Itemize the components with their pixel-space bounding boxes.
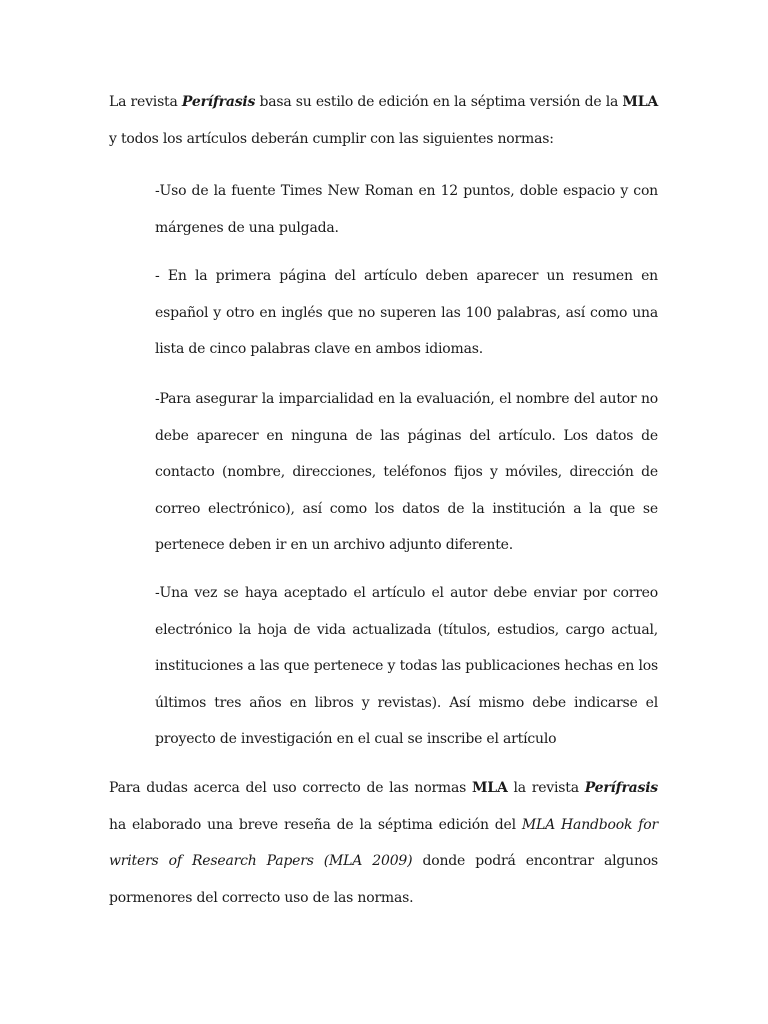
closing-text-1: Para dudas acerca del uso correcto de las normas (109, 780, 472, 796)
journal-name: Perífrasis (181, 94, 256, 110)
closing-paragraph (109, 770, 658, 916)
intro-text-1: La revista (109, 94, 182, 110)
rule-item: -Uso de la fuente Times New Roman en 12 puntos, doble espacio y con márgenes de una pulgada. (155, 183, 658, 236)
handbook-title: MLA Handbook for writers of Research Papers (MLA 2009) (109, 816, 658, 869)
closing-text-4: donde podrá encontrar algunos pormenores del correcto uso de las normas. (109, 853, 658, 906)
rule-item: -Para asegurar la imparcialidad en la evaluación, el nombre del autor no debe aparecer en ninguna de las páginas del artículo. Los datos de contacto (nombre, direcciones, teléfonos fijos y móviles, dirección de correo electrónico), así como los datos de la institución a la que se pertenece deben ir en un archivo adjunto diferente. (155, 391, 658, 553)
rule-item: - En la primera página del artículo deben aparecer un resumen en español y otro en inglés que no superen las 100 palabras, así como una lista de cinco palabras clave en ambos idiomas. (155, 268, 658, 357)
intro-paragraph (109, 84, 658, 157)
mla-acronym: MLA (622, 94, 658, 110)
journal-name: Perífrasis (584, 780, 658, 796)
closing-text-3: ha elaborado una breve reseña de la séptima edición del (109, 816, 522, 833)
intro-text-3: y todos los artículos deberán cumplir con las siguientes normas: (109, 130, 554, 147)
intro-text-2: basa su estilo de edición en la séptima versión de la (255, 94, 623, 110)
mla-acronym: MLA (472, 780, 508, 796)
closing-text-2: la revista (507, 780, 585, 796)
rule-item: -Una vez se haya aceptado el artículo el autor debe enviar por correo electrónico la hoja de vida actualizada (títulos, estudios, cargo actual, instituciones a las que pertenece y todas las publicaciones hechas en los últimos tres años en libros y revistas). Así mismo debe indicarse el proyecto de investigación en el cual se inscribe el artículo (155, 585, 658, 747)
